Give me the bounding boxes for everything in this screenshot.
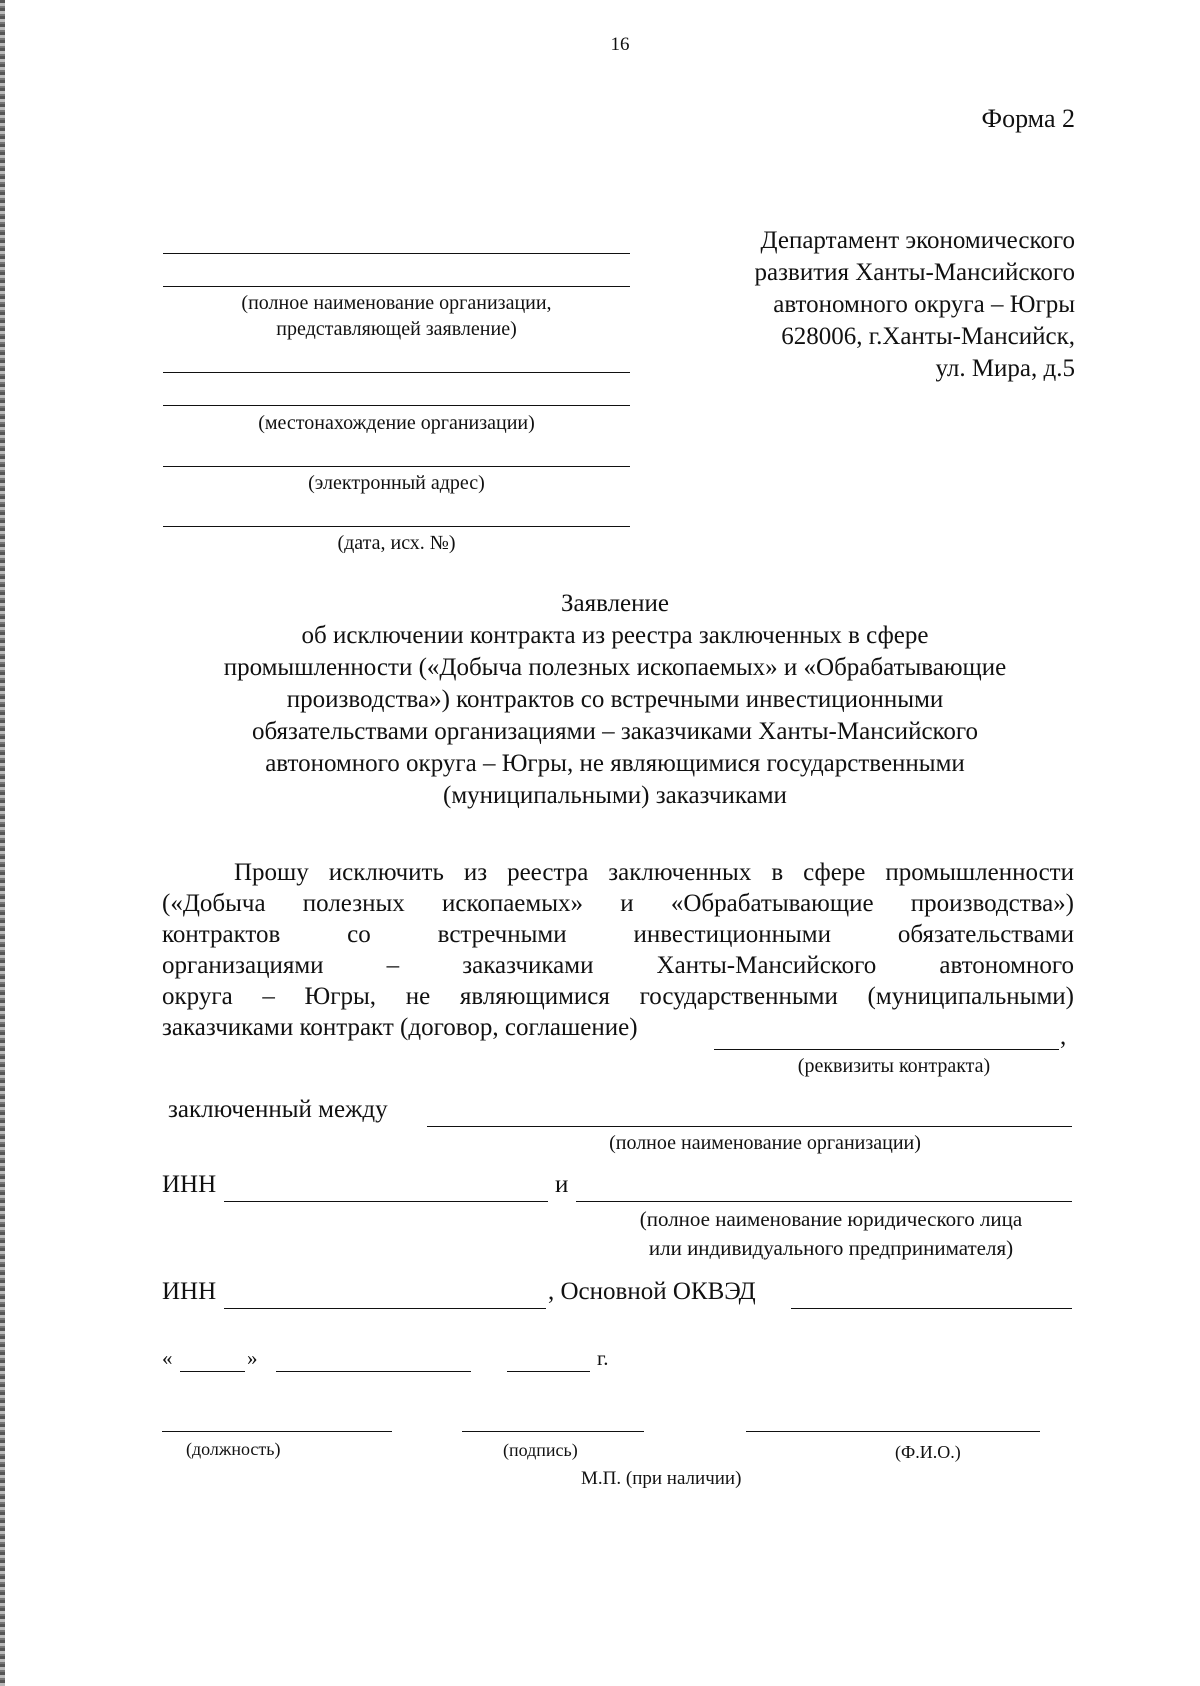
position-line[interactable]	[162, 1431, 392, 1432]
recipient-address	[655, 225, 1075, 385]
inn-field-line-2[interactable]	[224, 1308, 546, 1309]
position-caption: (должность)	[186, 1439, 281, 1459]
location-line-2[interactable]	[163, 405, 630, 406]
title-line: обязательствами организациями – заказчиками Ханты-Мансийского	[251, 718, 979, 745]
contract-details-line[interactable]	[714, 1049, 1059, 1050]
contract-details-caption: (реквизиты контракта)	[797, 1055, 991, 1077]
title-line: об исключении контракта из реестра заключенных в сфере	[301, 622, 929, 649]
page-number: 16	[610, 34, 630, 55]
recipient-line: ул. Мира, д.5	[935, 355, 1075, 382]
full-name-caption: (Ф.И.О.)	[895, 1442, 961, 1462]
paragraph-line: («Добыча полезных ископаемых» и «Обрабатывающие производства»)	[162, 890, 1074, 917]
org-name-caption: (полное наименование организации, представляющей заявление)	[241, 292, 552, 340]
inn-field-line-1[interactable]	[224, 1201, 548, 1202]
paragraph-last-line: заказчиками контракт (договор, соглашение)	[162, 1014, 638, 1041]
location-line-1[interactable]	[163, 372, 630, 373]
org-name-field-line[interactable]	[427, 1126, 1072, 1127]
recipient-line: Департамент экономического	[760, 227, 1075, 254]
day-field-line[interactable]	[180, 1371, 245, 1372]
inn-label-2: ИНН	[162, 1278, 217, 1305]
paragraph-line: округа – Югры, не являющимися государственными (муниципальными)	[162, 983, 1074, 1010]
title-line: (муниципальными) заказчиками	[443, 782, 787, 809]
title-heading: Заявление	[560, 590, 670, 617]
inn-label-1: ИНН	[162, 1171, 217, 1198]
legal-entity-caption: (полное наименование юридического лица или индивидуального предпринимателя)	[639, 1207, 1023, 1260]
recipient-line: 628006, г.Ханты-Мансийск,	[781, 323, 1075, 350]
comma: ,	[1060, 1023, 1067, 1050]
and-label: и	[555, 1171, 569, 1198]
email-caption: (электронный адрес)	[308, 472, 485, 494]
signature-line[interactable]	[462, 1431, 644, 1432]
full-name-line[interactable]	[746, 1431, 1040, 1432]
scan-edge	[0, 0, 5, 1686]
month-field-line[interactable]	[276, 1371, 471, 1372]
legal-entity-field-line[interactable]	[576, 1201, 1072, 1202]
org-name-line-2[interactable]	[163, 286, 630, 287]
title-line: производства») контрактов со встречными инвестиционными	[286, 686, 944, 713]
stamp-label: М.П. (при наличии)	[581, 1468, 742, 1489]
form-label: Форма 2	[981, 104, 1075, 133]
paragraph-line: Прошу исключить из реестра заключенных в сфере промышленности	[234, 859, 1074, 886]
title-line: промышленности («Добыча полезных ископаемых» и «Обрабатывающие	[223, 654, 1007, 681]
date-number-caption: (дата, исх. №)	[337, 532, 456, 554]
okved-label: , Основной ОКВЭД	[548, 1278, 756, 1305]
org-name-field-caption: (полное наименование организации)	[609, 1132, 921, 1154]
location-caption: (местонахождение организации)	[258, 412, 535, 434]
request-paragraph	[162, 857, 1074, 1043]
title-line: автономного округа – Югры, не являющимися государственными	[265, 750, 965, 777]
paragraph-line: организациями – заказчиками Ханты-Мансийского автономного	[162, 952, 1074, 979]
org-name-line-1[interactable]	[163, 253, 630, 254]
concluded-between-label: заключенный между	[168, 1096, 388, 1123]
document-title	[175, 588, 1055, 812]
recipient-line: автономного округа – Югры	[773, 291, 1075, 318]
date-close-quote: »	[247, 1346, 258, 1370]
date-number-line[interactable]	[163, 526, 630, 527]
okved-field-line[interactable]	[791, 1308, 1072, 1309]
date-open-quote: «	[162, 1346, 173, 1370]
year-suffix: г.	[597, 1346, 609, 1370]
email-line[interactable]	[163, 466, 630, 467]
signature-caption: (подпись)	[503, 1440, 578, 1460]
paragraph-line: контрактов со встречными инвестиционными обязательствами	[162, 921, 1074, 948]
year-field-line[interactable]	[507, 1371, 590, 1372]
recipient-line: развития Ханты-Мансийского	[754, 259, 1075, 286]
